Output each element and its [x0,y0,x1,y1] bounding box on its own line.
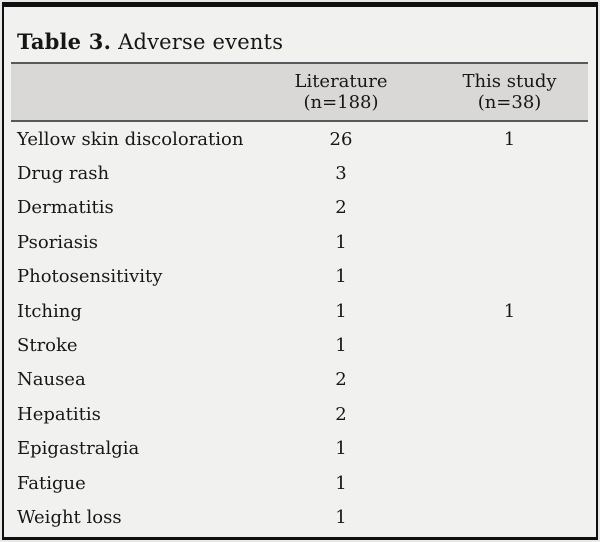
literature-value: 2 [335,197,347,219]
literature-value: 2 [335,403,347,425]
row-label: Psoriasis [17,231,99,253]
table-row [11,397,588,431]
this-study-value [431,191,588,225]
table-row [11,294,588,328]
this-study-value: 1 [503,300,516,322]
this-study-value [431,260,588,294]
table-row [11,363,588,397]
header-cell-empty [11,63,251,121]
table-caption: Adverse events [118,30,284,54]
this-study-value [431,397,588,431]
table-row [11,156,588,190]
row-label: Weight loss [17,506,122,528]
literature-value: 2 [335,369,347,391]
literature-value: 1 [335,335,347,357]
table-title [4,7,596,62]
table-number-label: Table 3. [17,29,112,54]
literature-value: 1 [335,506,347,528]
literature-value: 3 [335,163,347,185]
table-header [11,63,588,121]
literature-value: 1 [335,231,347,253]
this-study-value: 1 [503,128,516,150]
table-row [11,432,588,466]
this-study-value [431,363,588,397]
table-row [11,466,588,500]
header-cell-literature [251,63,431,121]
header-this-study-line2: (n=38) [477,92,542,113]
table-row [11,225,588,259]
table-header-row [11,63,588,121]
adverse-events-table [11,62,588,535]
row-label: Epigastralgia [17,438,140,460]
table-row [11,121,588,156]
table-row [11,500,588,534]
this-study-value [431,328,588,362]
literature-value: 1 [335,300,347,322]
this-study-value [431,225,588,259]
row-label: Yellow skin discoloration [17,128,244,150]
table-row [11,328,588,362]
header-this-study-line1: This study [462,71,557,92]
table-row [11,191,588,225]
literature-value: 1 [335,266,347,288]
this-study-value [431,500,588,534]
literature-value: 26 [329,128,353,150]
row-label: Hepatitis [17,403,101,425]
row-label: Photosensitivity [17,266,163,288]
row-label: Fatigue [17,472,86,494]
header-literature-line2: (n=188) [303,92,379,113]
row-label: Itching [17,300,82,322]
this-study-value [431,466,588,500]
row-label: Dermatitis [17,197,114,219]
row-label: Nausea [17,369,86,391]
this-study-value [431,156,588,190]
header-literature-line1: Literature [294,71,388,92]
literature-value: 1 [335,438,347,460]
table-body [11,121,588,535]
row-label: Stroke [17,335,78,357]
table-figure-frame [2,2,598,540]
this-study-value [431,432,588,466]
literature-value: 1 [335,472,347,494]
header-cell-this-study [431,63,588,121]
row-label: Drug rash [17,163,110,185]
table-row [11,260,588,294]
